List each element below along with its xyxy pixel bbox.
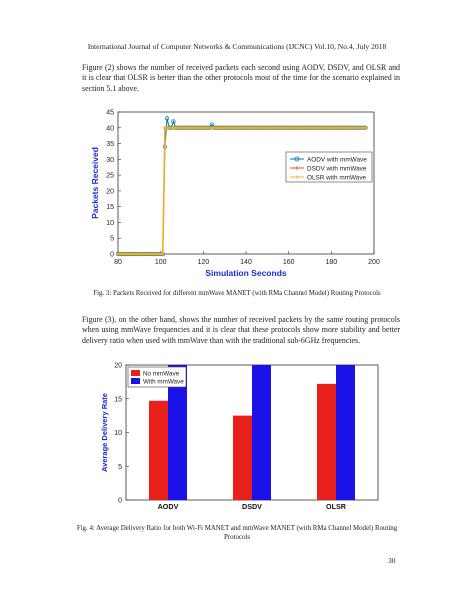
y-tick-label: 40 [106,125,114,133]
journal-header: International Journal of Computer Networks & Communications (IJCNC) Vol.10, No.4, July 2018 [87,42,387,51]
y-axis-label: Average Delivery Rate [100,393,109,472]
y-tick-label: 10 [114,430,122,437]
y-tick-label: 15 [106,204,114,212]
x-axis-label: Simulation Seconds [205,268,287,278]
legend-swatch [131,370,140,376]
page-number: 30 [388,556,396,565]
x-tick-label: AODV [157,502,179,511]
bar-dsdv-with-mmwave [252,365,271,500]
y-tick-label: 5 [110,235,114,243]
x-tick-label: 120 [197,259,210,266]
data-point-olsr [161,252,164,255]
y-tick-label: 25 [106,172,114,180]
y-tick-label: 45 [106,109,114,117]
legend-label: OLSR with mmWave [307,174,367,182]
data-point-olsr [364,126,367,129]
paragraph-figure3: Figure (3), on the other hand, shows the number of received packets by the same routing protocols when using mmWave frequencies and it is clear that these protocols show more stability and better delivery ratio when used with mmWave than with the traditional sub-6GHz frequencies. [82,315,400,345]
bar-olsr-no-mmwave [317,384,336,500]
delivery-ratio-chart [0,352,474,522]
x-tick-label: 100 [154,259,167,266]
bar-dsdv-no-mmwave [233,416,252,500]
y-axis-label: Packets Received [90,147,100,219]
y-tick-label: 10 [106,219,114,227]
fig3-caption: Fig. 3: Packets Received for different mmWave MANET (with RMa Channel Model) Routing Protocols [93,290,381,297]
paragraph-figure2: Figure (2) shows the number of received packets each second using AODV, DSDV, and OLSR and it is clear that OLSR is better than the other protocols most of the time for the scenario explained in section 5.1 above. [82,63,400,93]
legend-label: DSDV with mmWave [307,165,367,173]
fig4-caption: Fig. 4: Average Delivery Ratio for both Wi-Fi MANET and mmWave MANET (with RMa Channel Model) Routing Protocols [76,525,398,541]
y-tick-label: 30 [106,156,114,164]
x-tick-label: DSDV [242,502,262,511]
x-tick-label: 160 [282,259,295,266]
x-tick-label: 140 [240,259,252,266]
y-tick-label: 35 [106,141,114,149]
x-tick-label: 200 [368,259,380,266]
y-tick-label: 0 [118,497,122,505]
y-tick-label: 15 [114,396,122,404]
legend-label: With mmWave [143,378,184,386]
bar-olsr-with-mmwave [336,365,355,500]
x-tick-label: 180 [325,259,338,266]
legend-label: No mmWave [143,370,180,378]
bar-aodv-no-mmwave [149,401,168,500]
y-tick-label: 5 [118,463,122,471]
x-tick-label: 80 [114,259,122,266]
x-tick-label: OLSR [326,502,346,511]
legend-swatch [131,378,140,384]
plot-area [118,112,374,254]
y-tick-label: 0 [110,251,114,259]
legend-label: AODV with mmWave [307,156,367,164]
y-tick-label: 20 [114,362,122,370]
y-tick-label: 20 [106,188,114,196]
